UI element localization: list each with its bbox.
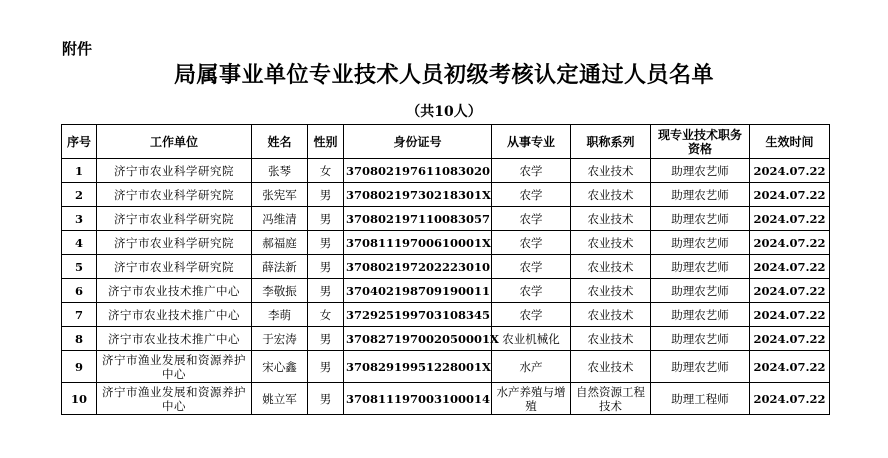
cell-major: 水产养殖与增殖 [492, 383, 571, 415]
cell-title: 助理农艺师 [651, 207, 750, 231]
cell-unit: 济宁市渔业发展和资源养护中心 [97, 351, 252, 383]
cell-series: 农业技术 [571, 159, 651, 183]
cell-date: 2024.07.22 [750, 207, 830, 231]
cell-no: 8 [62, 327, 97, 351]
col-header-id: 身份证号 [344, 125, 492, 159]
cell-date: 2024.07.22 [750, 351, 830, 383]
cell-gender: 男 [308, 383, 344, 415]
col-header-major: 从事专业 [492, 125, 571, 159]
cell-no: 5 [62, 255, 97, 279]
cell-major: 水产 [492, 351, 571, 383]
cell-date: 2024.07.22 [750, 255, 830, 279]
cell-major: 农学 [492, 279, 571, 303]
cell-no: 7 [62, 303, 97, 327]
cell-name: 李敬振 [252, 279, 308, 303]
cell-no: 6 [62, 279, 97, 303]
cell-name: 李萌 [252, 303, 308, 327]
cell-unit: 济宁市渔业发展和资源养护中心 [97, 383, 252, 415]
col-header-no: 序号 [62, 125, 97, 159]
cell-name: 于宏涛 [252, 327, 308, 351]
col-header-date: 生效时间 [750, 125, 830, 159]
cell-no: 9 [62, 351, 97, 383]
cell-major: 农学 [492, 231, 571, 255]
cell-series: 农业技术 [571, 255, 651, 279]
cell-gender: 男 [308, 351, 344, 383]
cell-title: 助理工程师 [651, 383, 750, 415]
table-row [62, 255, 830, 279]
cell-title: 助理农艺师 [651, 159, 750, 183]
col-header-unit: 工作单位 [97, 125, 252, 159]
cell-no: 2 [62, 183, 97, 207]
cell-major: 农学 [492, 207, 571, 231]
cell-series: 农业技术 [571, 279, 651, 303]
cell-date: 2024.07.22 [750, 383, 830, 415]
cell-gender: 男 [308, 207, 344, 231]
cell-major: 农学 [492, 159, 571, 183]
cell-title: 助理农艺师 [651, 303, 750, 327]
col-header-name: 姓名 [252, 125, 308, 159]
cell-gender: 男 [308, 183, 344, 207]
table-row [62, 159, 830, 183]
cell-name: 薛法新 [252, 255, 308, 279]
cell-gender: 男 [308, 255, 344, 279]
cell-id: 37080219730218301X [344, 183, 492, 207]
cell-name: 宋心鑫 [252, 351, 308, 383]
cell-name: 张琴 [252, 159, 308, 183]
cell-id: 370811197003100014 [344, 383, 492, 415]
cell-id: 37081119700610001X [344, 231, 492, 255]
cell-series: 自然资源工程技术 [571, 383, 651, 415]
cell-no: 10 [62, 383, 97, 415]
cell-date: 2024.07.22 [750, 159, 830, 183]
cell-name: 张宪军 [252, 183, 308, 207]
cell-series: 农业技术 [571, 231, 651, 255]
table-row [62, 383, 830, 415]
cell-title: 助理农艺师 [651, 279, 750, 303]
cell-series: 农业技术 [571, 183, 651, 207]
cell-gender: 男 [308, 327, 344, 351]
cell-gender: 男 [308, 279, 344, 303]
cell-major: 农业机械化 [492, 327, 571, 351]
cell-id: 370802197611083020 [344, 159, 492, 183]
cell-id: 370827197002050001X [344, 327, 492, 351]
cell-no: 4 [62, 231, 97, 255]
personnel-table [61, 124, 830, 415]
document-title: 局属事业单位专业技术人员初级考核认定通过人员名单 [173, 62, 714, 88]
cell-date: 2024.07.22 [750, 231, 830, 255]
col-header-series: 职称系列 [571, 125, 651, 159]
cell-name: 姚立军 [252, 383, 308, 415]
cell-date: 2024.07.22 [750, 279, 830, 303]
cell-id: 370802197202223010 [344, 255, 492, 279]
cell-unit: 济宁市农业科学研究院 [97, 207, 252, 231]
cell-series: 农业技术 [571, 207, 651, 231]
cell-unit: 济宁市农业科学研究院 [97, 183, 252, 207]
cell-name: 冯维清 [252, 207, 308, 231]
cell-series: 农业技术 [571, 351, 651, 383]
attachment-label: 附件 [62, 40, 93, 58]
cell-id: 37082919951228001X [344, 351, 492, 383]
cell-id: 370402198709190011 [344, 279, 492, 303]
cell-series: 农业技术 [571, 303, 651, 327]
cell-unit: 济宁市农业科学研究院 [97, 159, 252, 183]
cell-gender: 女 [308, 159, 344, 183]
cell-name: 郝福庭 [252, 231, 308, 255]
table-row [62, 183, 830, 207]
cell-title: 助理农艺师 [651, 231, 750, 255]
table-row [62, 303, 830, 327]
cell-major: 农学 [492, 255, 571, 279]
cell-unit: 济宁市农业技术推广中心 [97, 327, 252, 351]
cell-title: 助理农艺师 [651, 327, 750, 351]
cell-title: 助理农艺师 [651, 255, 750, 279]
cell-unit: 济宁市农业科学研究院 [97, 255, 252, 279]
cell-date: 2024.07.22 [750, 183, 830, 207]
cell-no: 1 [62, 159, 97, 183]
cell-no: 3 [62, 207, 97, 231]
person-count: （共10人） [406, 104, 482, 120]
cell-major: 农学 [492, 183, 571, 207]
cell-title: 助理农艺师 [651, 183, 750, 207]
cell-gender: 男 [308, 231, 344, 255]
cell-gender: 女 [308, 303, 344, 327]
table-row [62, 207, 830, 231]
cell-unit: 济宁市农业技术推广中心 [97, 279, 252, 303]
table-row [62, 351, 830, 383]
cell-major: 农学 [492, 303, 571, 327]
cell-unit: 济宁市农业技术推广中心 [97, 303, 252, 327]
table-row [62, 327, 830, 351]
cell-series: 农业技术 [571, 327, 651, 351]
cell-id: 372925199703108345 [344, 303, 492, 327]
table-row [62, 279, 830, 303]
table-row [62, 231, 830, 255]
col-header-title: 现专业技术职务资格 [651, 125, 750, 159]
cell-date: 2024.07.22 [750, 303, 830, 327]
cell-id: 370802197110083057 [344, 207, 492, 231]
cell-unit: 济宁市农业科学研究院 [97, 231, 252, 255]
cell-date: 2024.07.22 [750, 327, 830, 351]
table-header-row [62, 125, 830, 159]
col-header-gender: 性别 [308, 125, 344, 159]
cell-title: 助理农艺师 [651, 351, 750, 383]
